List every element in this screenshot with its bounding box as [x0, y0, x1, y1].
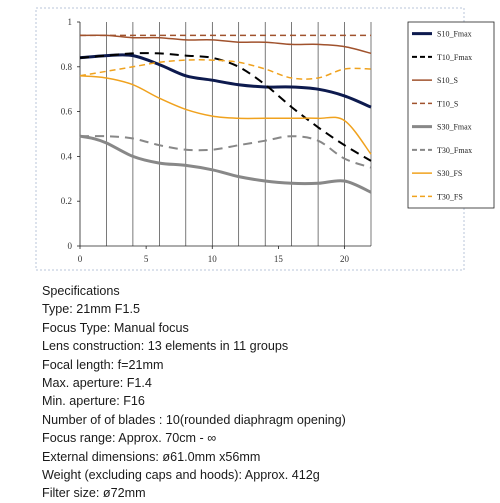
series-line-s30-fs	[80, 76, 371, 154]
specifications-title: Specifications	[42, 284, 120, 298]
x-tick-label: 20	[340, 254, 350, 264]
y-tick-label: 0.8	[60, 61, 72, 72]
spec-line: Min. aperture: F16	[42, 394, 145, 409]
legend-label: T10_Fmax	[437, 52, 473, 62]
x-tick-label: 0	[77, 254, 83, 264]
spec-line: Lens construction: 13 elements in 11 groups	[42, 339, 289, 354]
series-line-t10-fmax	[80, 53, 371, 161]
spec-line: Max. aperture: F1.4	[42, 376, 152, 391]
y-tick-label: 0.4	[60, 151, 72, 162]
series-layer	[80, 35, 371, 192]
y-tick-label: 0	[67, 241, 72, 251]
spec-line: Type: 21mm F1.5	[42, 302, 140, 317]
series-line-s10-s	[80, 35, 371, 53]
legend-label: S30_FS	[437, 169, 463, 179]
mtf-chart-svg	[36, 0, 473, 272]
spec-line: Weight (excluding caps and hoods): Approx. 412g	[42, 468, 320, 483]
x-tick-label: 5	[143, 254, 149, 264]
legend-label: S30_Fmax	[437, 122, 472, 132]
grid-layer	[106, 22, 371, 246]
legend-label: S10_S	[437, 76, 458, 86]
legend-label: T30_Fmax	[437, 145, 473, 155]
y-tick-label: 1	[67, 17, 72, 27]
axis-layer	[61, 17, 371, 264]
spec-line: Focal length: f=21mm	[42, 357, 164, 372]
specifications-section	[42, 282, 482, 503]
mtf-chart	[36, 0, 473, 272]
spec-line: Focus range: Approx. 70cm - ∞	[42, 431, 217, 446]
legend-label: T30_FS	[437, 192, 463, 202]
legend-box	[408, 22, 494, 208]
legend	[408, 22, 494, 208]
spec-line: External dimensions: ø61.0mm x56mm	[42, 449, 261, 464]
legend-label: T10_S	[437, 99, 459, 109]
legend-label: S10_Fmax	[437, 29, 472, 39]
spec-line: Filter size: ø72mm	[42, 486, 146, 501]
y-tick-label: 0.2	[60, 196, 72, 207]
spec-line: Focus Type: Manual focus	[42, 320, 189, 335]
x-tick-label: 15	[273, 254, 283, 264]
y-tick-label: 0.6	[60, 106, 72, 117]
specifications-list	[42, 300, 482, 502]
series-line-t30-fs	[80, 60, 371, 79]
series-line-s30-fmax	[80, 136, 371, 192]
x-tick-label: 10	[207, 254, 217, 264]
spec-line: Number of of blades : 10(rounded diaphragm opening)	[42, 412, 346, 427]
